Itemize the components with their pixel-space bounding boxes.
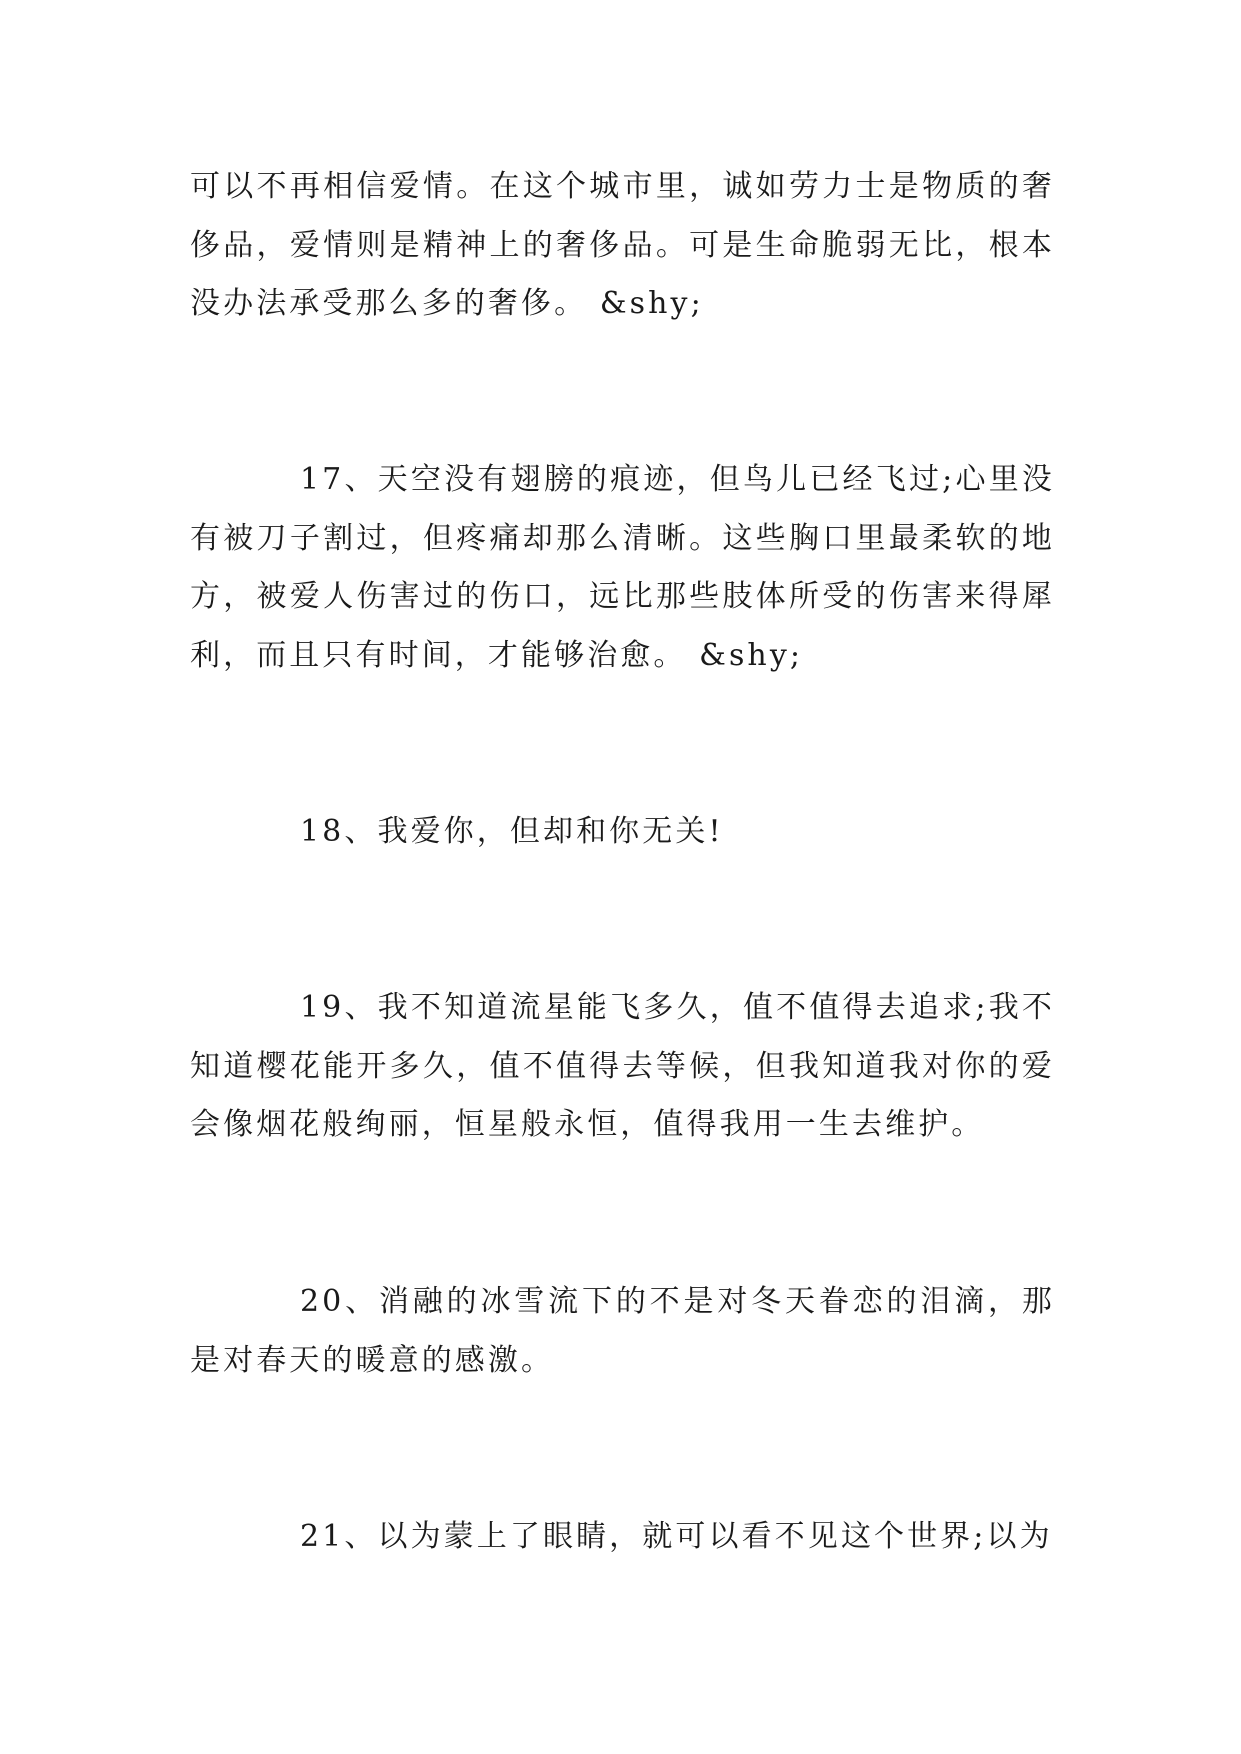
paragraph-21: 21、以为蒙上了眼睛，就可以看不见这个世界;以为 xyxy=(300,1519,1053,1554)
paragraph-20: 20、消融的冰雪流下的不是对冬天眷恋的泪滴，那是对春天的暖意的感激。 xyxy=(190,1284,1055,1378)
paragraph-17: 17、天空没有翅膀的痕迹，但鸟儿已经飞过;心里没有被刀子割过，但疼痛却那么清晰。这些胸口里最柔软的地方，被爱人伤害过的伤口，远比那些肢体所受的伤害来得犀利，而且只有时间，才能够治愈。 &shy; xyxy=(190,462,1055,674)
paragraph-continuation: 可以不再相信爱情。在这个城市里，诚如劳力士是物质的奢侈品，爱情则是精神上的奢侈品。可是生命脆弱无比，根本没办法承受那么多的奢侈。 &shy; xyxy=(190,169,1055,322)
paragraph-19: 19、我不知道流星能飞多久，值不值得去追求;我不知道樱花能开多久，值不值得去等候，但我知道我对你的爱会像烟花般绚丽，恒星般永恒，值得我用一生去维护。 xyxy=(190,990,1055,1143)
paragraph-18: 18、我爱你，但却和你无关! xyxy=(300,814,724,849)
